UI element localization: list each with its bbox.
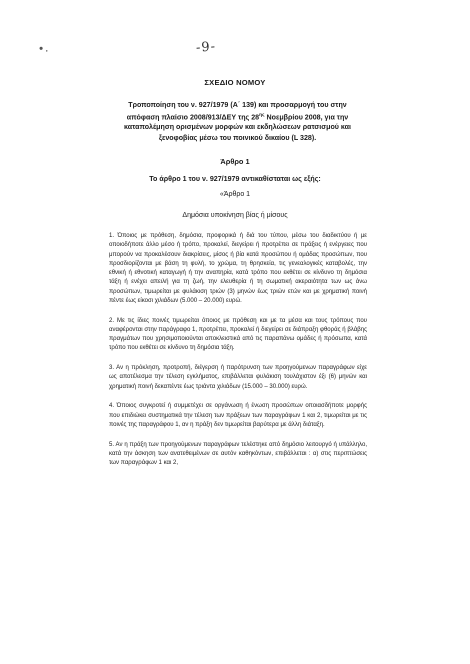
subtitle-line-2-tail: Νοεμβρίου 2008, για την [264,112,349,121]
paragraph: 5. Αν η πράξη των προηγούμενων παραγράφων τελέστηκε από δημόσιο λειτουργό ή υπάλληλο, κατά την άσκηση των ανατεθειμένων σε αυτόν καθηκόντων, επιβάλλεται : α) στις περιπτώσεις των παραγράφων 1 και 2, [109,441,367,466]
document-subtitle [100,100,375,143]
subtitle-superscript: ης [259,112,265,118]
paragraph: 3. Αν η πρόκληση, προτροπή, διέγερση ή παρότρυνση των προηγούμενων παραγράφων είχε ως αποτέλεσμα την τέλεση εγκλήματος, επιβάλλεται φυλάκιση τουλάχιστον έξι (6) μηνών και χρηματική ποινή δεκαπέντε έως τριάντα χιλιάδων (15.000 – 30.000) ευρώ. [109,365,367,390]
subtitle-line-1: Τροποποίηση του ν. 927/1979 (Α΄ 139) και προσαρμογή του στην [128,101,347,109]
subtitle-line-3: καταπολέμηση ορισμένων μορφών και εκδηλώσεων ρατσισμού και [124,123,351,132]
article-heading: Άρθρο 1 [220,157,250,166]
section-title: Δημόσια υποκίνηση βίας ή μίσους [182,212,288,219]
paragraph: 2. Με τις ίδιες ποινές τιμωρείται όποιος με πρόθεση και με τα μέσα και τους τρόπους που αναφέρονται στην παράγραφο 1, προτρέπει, προκαλεί ή διεγείρει σε διάπραξη φθοράς ή βλάβης πραγμάτων που χρησιμοποιούνται αποκλειστικά από τις παραπάνω ομάδες ή πρόσωπα, κατά τρόπο που εκθέτει σε κίνδυνο τη δημόσια τάξη. [109,317,367,352]
paragraph: 1. Όποιος με πρόθεση, δημόσια, προφορικά ή διά του τύπου, μέσω του διαδικτύου ή με οποιοδήποτε άλλο μέσο ή τρόπο, προκαλεί, διεγείρει ή προτρέπει σε πράξεις ή ενέργειες που μπορούν να προκαλέσουν διακρίσεις, μίσος ή βία κατά προσώπου ή ομάδας προσώπων, που προσδιορίζονται με βάση τη φυλή, το χρώμα, τη θρησκεία, τις γενεαλογικές καταβολές, την εθνική ή εθνοτική καταγωγή ή την αναπηρία, κατά τρόπο που εκθέτει σε κίνδυνο τη δημόσια τάξη ή ενέχει απειλή για τη ζωή, την ελευθερία ή τη σωματική ακεραιότητα των ως άνω προσώπων, τιμωρείται με φυλάκιση τριών (3) μηνών έως τριών ετών και με χρηματική ποινή πέντε έως είκοσι χιλιάδων (5.000 – 20.000) ευρώ. [109,233,367,304]
document-title: ΣΧΕΔΙΟ ΝΟΜΟΥ [204,78,266,87]
article-subheading: Το άρθρο 1 του ν. 927/1979 αντικαθίσταται ως εξής: [149,175,321,183]
corner-marks: •. [36,41,50,56]
paragraph: 4. Όποιος συγκροτεί ή συμμετέχει σε οργάνωση ή ένωση προσώπων οποιασδήποτε μορφής που επιδιώκει συστηματικά την τέλεση των πράξεων των παραγράφων 1 και 2, τιμωρείται με τις ποινές της παραγράφου 1, αν η πράξη δεν τιμωρείται βαρύτερα με άλλη διάταξη. [109,403,367,428]
document-body [109,232,367,479]
subtitle-line-4: ξενοφοβίας μέσω του ποινικού δικαίου (L 328). [158,133,317,142]
subtitle-line-2: απόφαση πλαίσιο 2008/913/ΔΕΥ της 28 [126,112,260,121]
handwritten-page-number: -9- [195,39,217,56]
quoted-article-heading: «Άρθρο 1 [219,191,251,198]
